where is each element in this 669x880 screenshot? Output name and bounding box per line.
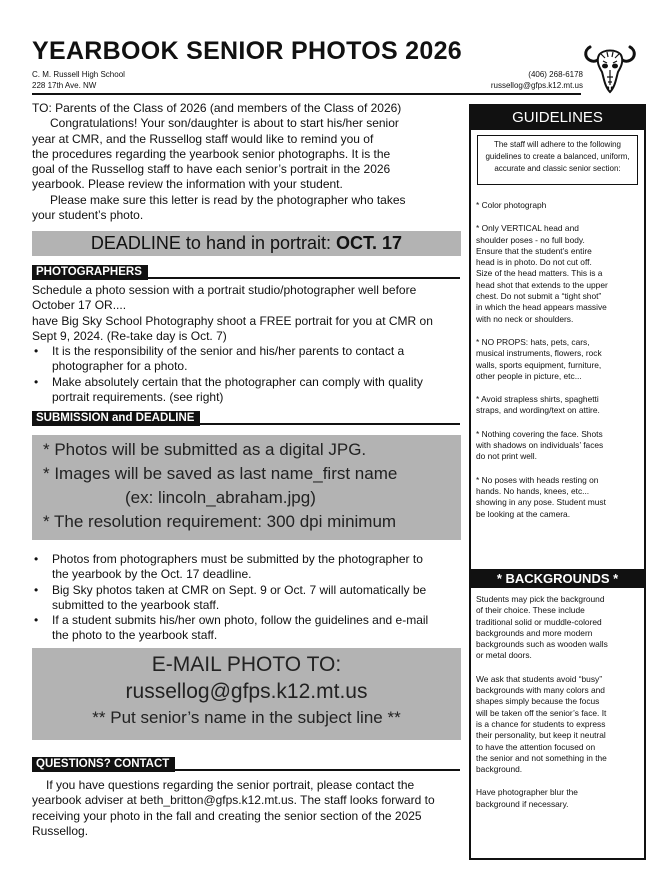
bison-skull-logo-icon [581,37,639,95]
text-line: photographer for a photo. [52,359,188,374]
text-line: backgrounds and more modern [476,627,593,638]
text-line: with no neck or shoulders. [476,313,574,324]
text-line: have Big Sky School Photography shoot a FREE portrait for you at CMR on [32,313,433,328]
text-line: • Big Sky photos taken at CMR on Sept. 9 or Oct. 7 will automatically be [52,582,427,597]
text-line: * No poses with heads resting on [476,474,599,485]
text-line: head is in photo. Do not cut off. [476,257,592,268]
text-line: background. [476,764,523,775]
text-line: chest. Do not submit a “tight shot” [476,291,602,302]
text-line: to have the attention focused on [476,741,596,752]
background-paragraph [476,787,640,810]
text-line: with shadows on individuals’ faces [476,440,604,451]
text-line: * Nothing covering the face. Shots [476,428,603,439]
photographers-text [32,283,464,405]
text-line: straps, and wording/text on attire. [476,405,600,416]
requirement-line: (ex: lincoln_abraham.jpg) [125,488,316,507]
text-line: shapes simply because the focus [476,696,600,707]
submission-text [32,552,464,644]
text-line: Students may pick the background [476,594,605,604]
school-phone: (406) 268-6178 [528,70,583,79]
text-line: submitted to the yearbook staff. [52,597,220,612]
text-line: * Avoid strapless shirts, spaghetti [476,394,599,405]
school-address: 228 17th Ave. NW [32,81,97,90]
requirement-line: * Images will be saved as last name_first name [43,464,398,483]
list-item [32,613,464,644]
background-paragraph [476,594,640,662]
text-line: the photo to the yearbook staff. [52,628,218,643]
deadline-label: DEADLINE to hand in portrait: [90,233,332,253]
list-item [32,344,464,375]
header-rule [32,93,581,95]
text-line: The staff will adhere to the following [493,140,622,149]
list-item [32,583,464,614]
text-line: Russellog. [32,823,89,838]
text-line: • If a student submits his/her own photo, follow the guidelines and e-mail [52,613,429,628]
letter-line: the procedures regarding the yearbook senior photographs. It is the [32,146,391,161]
submission-bullets [32,552,464,644]
text-line: We ask that students avoid “busy” [476,673,602,684]
photographers-bullets [32,344,464,405]
guidelines-sidebar [469,104,646,860]
text-line: do not print well. [476,451,537,462]
page-title: YEARBOOK SENIOR PHOTOS 2026 [32,37,462,65]
text-line: • It is the responsibility of the senior and his/her parents to contact a [52,344,405,359]
text-line: of their choice. These include [476,605,585,616]
guideline-item [476,200,640,211]
photographers-heading [32,262,460,279]
deadline-banner [32,231,461,256]
text-line: guidelines to create a balanced, uniform, [485,152,630,161]
text-line: other people in picture, etc... [476,370,582,381]
text-line: will be taken off the senior’s face. It [476,707,607,718]
questions-text [32,778,466,839]
list-item [32,375,464,406]
text-line: accurate and classic senior section: [494,164,621,173]
backgrounds-heading: * BACKGROUNDS * [471,569,644,588]
letter-line: your student’s photo. [32,208,144,223]
backgrounds-text [476,594,640,810]
text-line: head shot that extends to the upper [476,279,608,290]
email-photo-box [32,648,461,740]
letter-body [32,101,464,223]
questions-heading [32,754,460,771]
text-line: their personality, but keep it neutral [476,730,606,741]
text-line: walls, sports equipment, furniture, [476,359,602,370]
text-line: traditional solid or muddle-colored [476,616,602,627]
text-line: musical instruments, flowers, rock [476,348,602,359]
text-line: the yearbook by the Oct. 17 deadline. [52,567,252,582]
list-item [32,552,464,583]
text-line: shoulder poses - no full body. [476,234,585,245]
email-subject-instruction: ** Put senior’s name in the subject line ** [92,708,401,727]
letter-line: year at CMR, and the Russellog staff would like to remind you of [32,131,374,146]
text-line: portrait requirements. (see right) [52,390,224,405]
text-line: Schedule a photo session with a portrait studio/photographer well before [32,283,417,297]
text-line: showing in any pose. Student must [476,497,606,508]
text-line: yearbook adviser at beth_britton@gfps.k12.mt.us. The staff looks forward to [32,793,435,808]
requirement-line: * Photos will be submitted as a digital JPG. [43,440,367,459]
text-line: backgrounds such as wooden walls [476,639,608,650]
text-line: • Photos from photographers must be submitted by the photographer to [52,552,423,566]
text-line: * Only VERTICAL head and [476,223,579,234]
guideline-item [476,475,640,520]
text-line: receiving your photo in the fall and creating the senior section of the 2025 [32,808,422,823]
guidelines-list [476,200,640,520]
text-line: Ensure that the student’s entire [476,245,592,256]
guideline-item [476,337,640,382]
guidelines-heading: GUIDELINES [471,106,644,130]
guideline-item [476,394,640,417]
deadline-date: OCT. 17 [336,233,403,253]
letter-line: goal of the Russellog staff to have each senior’s portrait in the 2026 [32,162,391,177]
background-paragraph [476,674,640,776]
text-line: October 17 OR.... [32,298,127,313]
text-line: be looking at the camera. [476,508,571,519]
submission-requirements-box [32,435,461,540]
text-line: backgrounds with many colors and [476,685,605,696]
email-box-heading: E-MAIL PHOTO TO: [151,653,342,676]
text-line: Have photographer blur the [476,787,578,798]
text-line: Sept 9, 2024. (Re-take day is Oct. 7) [32,328,227,343]
guidelines-intro-box [477,135,638,185]
text-line: If you have questions regarding the senior portrait, please contact the [46,778,415,792]
text-line: the senior and not something in the [476,752,607,763]
text-line: * Color photograph [476,200,547,210]
text-line: is a chance for students to express [476,718,606,729]
school-email: russellog@gfps.k12.mt.us [490,81,583,90]
section-heading-label: QUESTIONS? CONTACT [32,757,175,772]
text-line: Size of the head matters. This is a [476,268,603,279]
school-name: C. M. Russell High School [32,70,125,79]
text-line: or metal doors. [476,650,532,661]
letter-line: yearbook. Please review the information with your student. [32,177,343,192]
text-line: * NO PROPS: hats, pets, cars, [476,336,590,347]
guideline-item [476,429,640,463]
section-heading-label: SUBMISSION and DEADLINE [32,411,200,426]
letter-line: Congratulations! Your son/daughter is about to start his/her senior [50,116,399,131]
letter-to-line: TO: Parents of the Class of 2026 (and members of the Class of 2026) [32,101,402,115]
text-line: background if necessary. [476,798,569,809]
requirement-line: * The resolution requirement: 300 dpi minimum [43,512,397,531]
text-line: • Make absolutely certain that the photographer can comply with quality [52,374,423,389]
submission-heading [32,408,460,425]
email-address[interactable]: russellog@gfps.k12.mt.us [125,680,368,703]
text-line: in which the head appears massive [476,302,607,313]
guideline-item [476,223,640,325]
section-heading-label: PHOTOGRAPHERS [32,265,148,280]
letter-line: Please make sure this letter is read by the photographer who takes [50,192,406,207]
text-line: hands. No hands, knees, etc... [476,485,590,496]
